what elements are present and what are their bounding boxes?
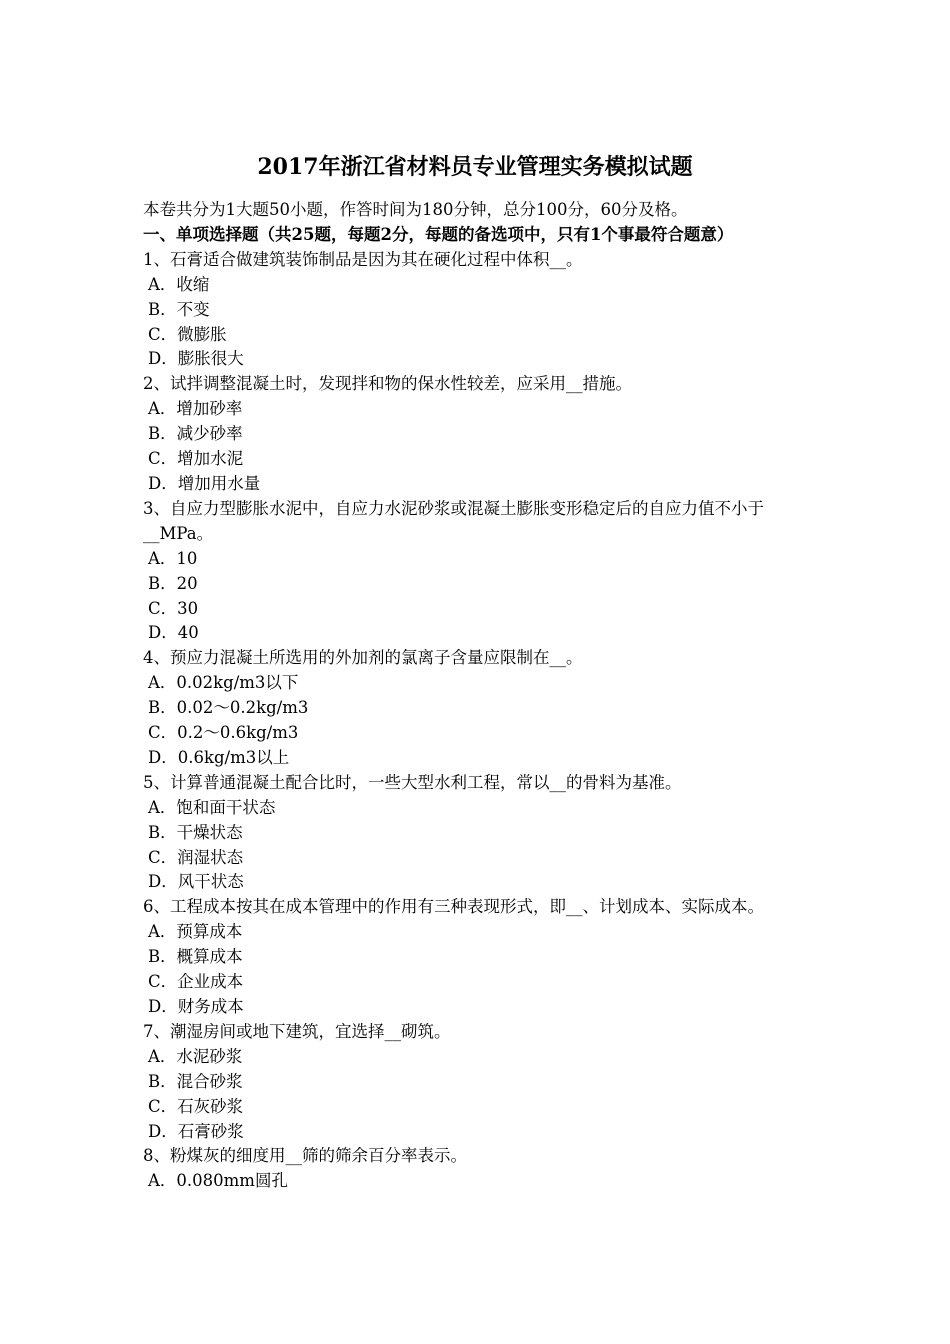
answer-option <box>143 696 813 721</box>
option-text: 减少砂率 <box>176 424 243 444</box>
answer-option <box>143 796 813 821</box>
question-text: 3、自应力型膨胀水泥中，自应力水泥砂浆或混凝土膨胀变形稳定后的自应力值不小于__MPa。 <box>143 498 764 543</box>
option-label: A． <box>148 1046 177 1066</box>
document-body <box>143 198 813 1194</box>
answer-option <box>143 945 813 970</box>
option-text: 财务成本 <box>177 997 244 1016</box>
option-label: C． <box>148 324 178 344</box>
question-text: 5、计算普通混凝土配合比时，一些大型水利工程，常以__的骨料为基准。 <box>143 772 682 792</box>
question-text: 6、工程成本按其在成本管理中的作用有三种表现形式，即__、计划成本、实际成本。 <box>143 897 764 917</box>
answer-option <box>143 1070 813 1095</box>
answer-option <box>143 621 813 646</box>
answer-option <box>143 846 813 871</box>
document-title: 2017年浙江省材料员专业管理实务模拟试题 <box>257 154 693 180</box>
question-text: 1、石膏适合做建筑装饰制品是因为其在硬化过程中体积__。 <box>143 249 583 269</box>
question-text: 8、粉煤灰的细度用__筛的筛余百分率表示。 <box>143 1146 467 1166</box>
option-text: 膨胀很大 <box>177 349 244 369</box>
answer-option <box>143 298 813 323</box>
option-label: A． <box>148 797 177 817</box>
exam-intro: 本卷共分为1大题50小题，作答时间为180分钟，总分100分，60分及格。 <box>143 200 688 219</box>
question-block <box>143 895 813 1020</box>
question-block <box>143 497 813 646</box>
question-text: 4、预应力混凝土所选用的外加剂的氯离子含量应限制在__。 <box>143 648 583 668</box>
question-block <box>143 1020 813 1145</box>
option-text: 40 <box>177 623 199 643</box>
answer-option <box>143 1095 813 1120</box>
option-text: 0.6kg/m3以上 <box>177 747 290 767</box>
option-text: 概算成本 <box>176 947 243 967</box>
option-label: C． <box>148 598 178 618</box>
option-label: A． <box>148 548 177 568</box>
option-label: D． <box>148 349 178 369</box>
option-text: 干燥状态 <box>176 822 243 842</box>
option-text: 混合砂浆 <box>176 1071 243 1091</box>
question-list <box>143 248 813 1194</box>
question-block <box>143 248 813 373</box>
answer-option <box>143 447 813 472</box>
answer-option <box>143 397 813 422</box>
answer-option <box>143 721 813 746</box>
answer-option <box>143 995 813 1020</box>
option-text: 风干状态 <box>177 872 244 892</box>
option-text: 0.02～0.2kg/m3 <box>176 698 309 718</box>
option-label: B． <box>148 822 177 842</box>
question-text: 7、潮湿房间或地下建筑，宜选择__砌筑。 <box>143 1021 451 1041</box>
answer-option <box>143 572 813 597</box>
question-block <box>143 1144 813 1194</box>
option-text: 增加水泥 <box>177 449 244 469</box>
option-text: 0.02kg/m3以下 <box>176 673 299 693</box>
answer-option <box>143 597 813 622</box>
section-heading: 一、单项选择题（共25题，每题2分，每题的备选项中，只有1个事最符合题意） <box>143 224 734 244</box>
answer-option <box>143 746 813 771</box>
question-block <box>143 646 813 771</box>
option-label: A． <box>148 673 177 693</box>
option-text: 增加砂率 <box>176 399 243 419</box>
answer-option <box>143 1045 813 1070</box>
option-label: D． <box>148 473 178 493</box>
answer-option <box>143 323 813 348</box>
option-label: B． <box>148 947 177 967</box>
option-text: 润湿状态 <box>177 847 244 867</box>
answer-option <box>143 472 813 497</box>
option-label: A． <box>148 1171 177 1191</box>
option-label: C． <box>148 1096 178 1116</box>
answer-option <box>143 347 813 372</box>
option-label: A． <box>148 274 177 294</box>
option-text: 微膨胀 <box>177 324 227 344</box>
answer-option <box>143 273 813 298</box>
option-text: 30 <box>177 598 199 618</box>
option-text: 增加用水量 <box>177 473 261 493</box>
option-label: D． <box>148 1121 178 1141</box>
question-block <box>143 372 813 497</box>
option-text: 预算成本 <box>176 922 243 942</box>
answer-option <box>143 870 813 895</box>
option-label: A． <box>148 922 177 942</box>
option-label: B． <box>148 299 177 319</box>
option-label: D． <box>148 747 178 767</box>
option-label: B． <box>148 573 177 593</box>
option-label: C． <box>148 449 178 469</box>
option-label: D． <box>148 623 178 643</box>
answer-option <box>143 671 813 696</box>
option-label: C． <box>148 972 178 992</box>
option-text: 0.080mm圆孔 <box>176 1171 288 1191</box>
option-label: D． <box>148 997 178 1016</box>
question-block <box>143 771 813 896</box>
option-text: 水泥砂浆 <box>176 1046 243 1066</box>
answer-option <box>143 920 813 945</box>
option-text: 石灰砂浆 <box>177 1096 244 1116</box>
answer-option <box>143 1120 813 1145</box>
option-text: 10 <box>176 548 198 568</box>
question-text: 2、试拌调整混凝土时，发现拌和物的保水性较差，应采用__措施。 <box>143 374 632 394</box>
option-label: C． <box>148 723 178 743</box>
option-label: D． <box>148 872 178 892</box>
option-label: C． <box>148 847 178 867</box>
answer-option <box>143 422 813 447</box>
answer-option <box>143 970 813 995</box>
option-text: 不变 <box>176 299 210 319</box>
answer-option <box>143 1169 813 1194</box>
option-label: A． <box>148 399 177 419</box>
option-label: B． <box>148 424 177 444</box>
option-text: 饱和面干状态 <box>176 797 276 817</box>
option-text: 0.2～0.6kg/m3 <box>177 723 299 743</box>
option-text: 石膏砂浆 <box>177 1121 244 1141</box>
option-text: 20 <box>176 573 198 593</box>
option-text: 收缩 <box>176 274 210 294</box>
answer-option <box>143 821 813 846</box>
option-text: 企业成本 <box>177 972 244 992</box>
option-label: B． <box>148 698 177 718</box>
option-label: B． <box>148 1071 177 1091</box>
answer-option <box>143 547 813 572</box>
